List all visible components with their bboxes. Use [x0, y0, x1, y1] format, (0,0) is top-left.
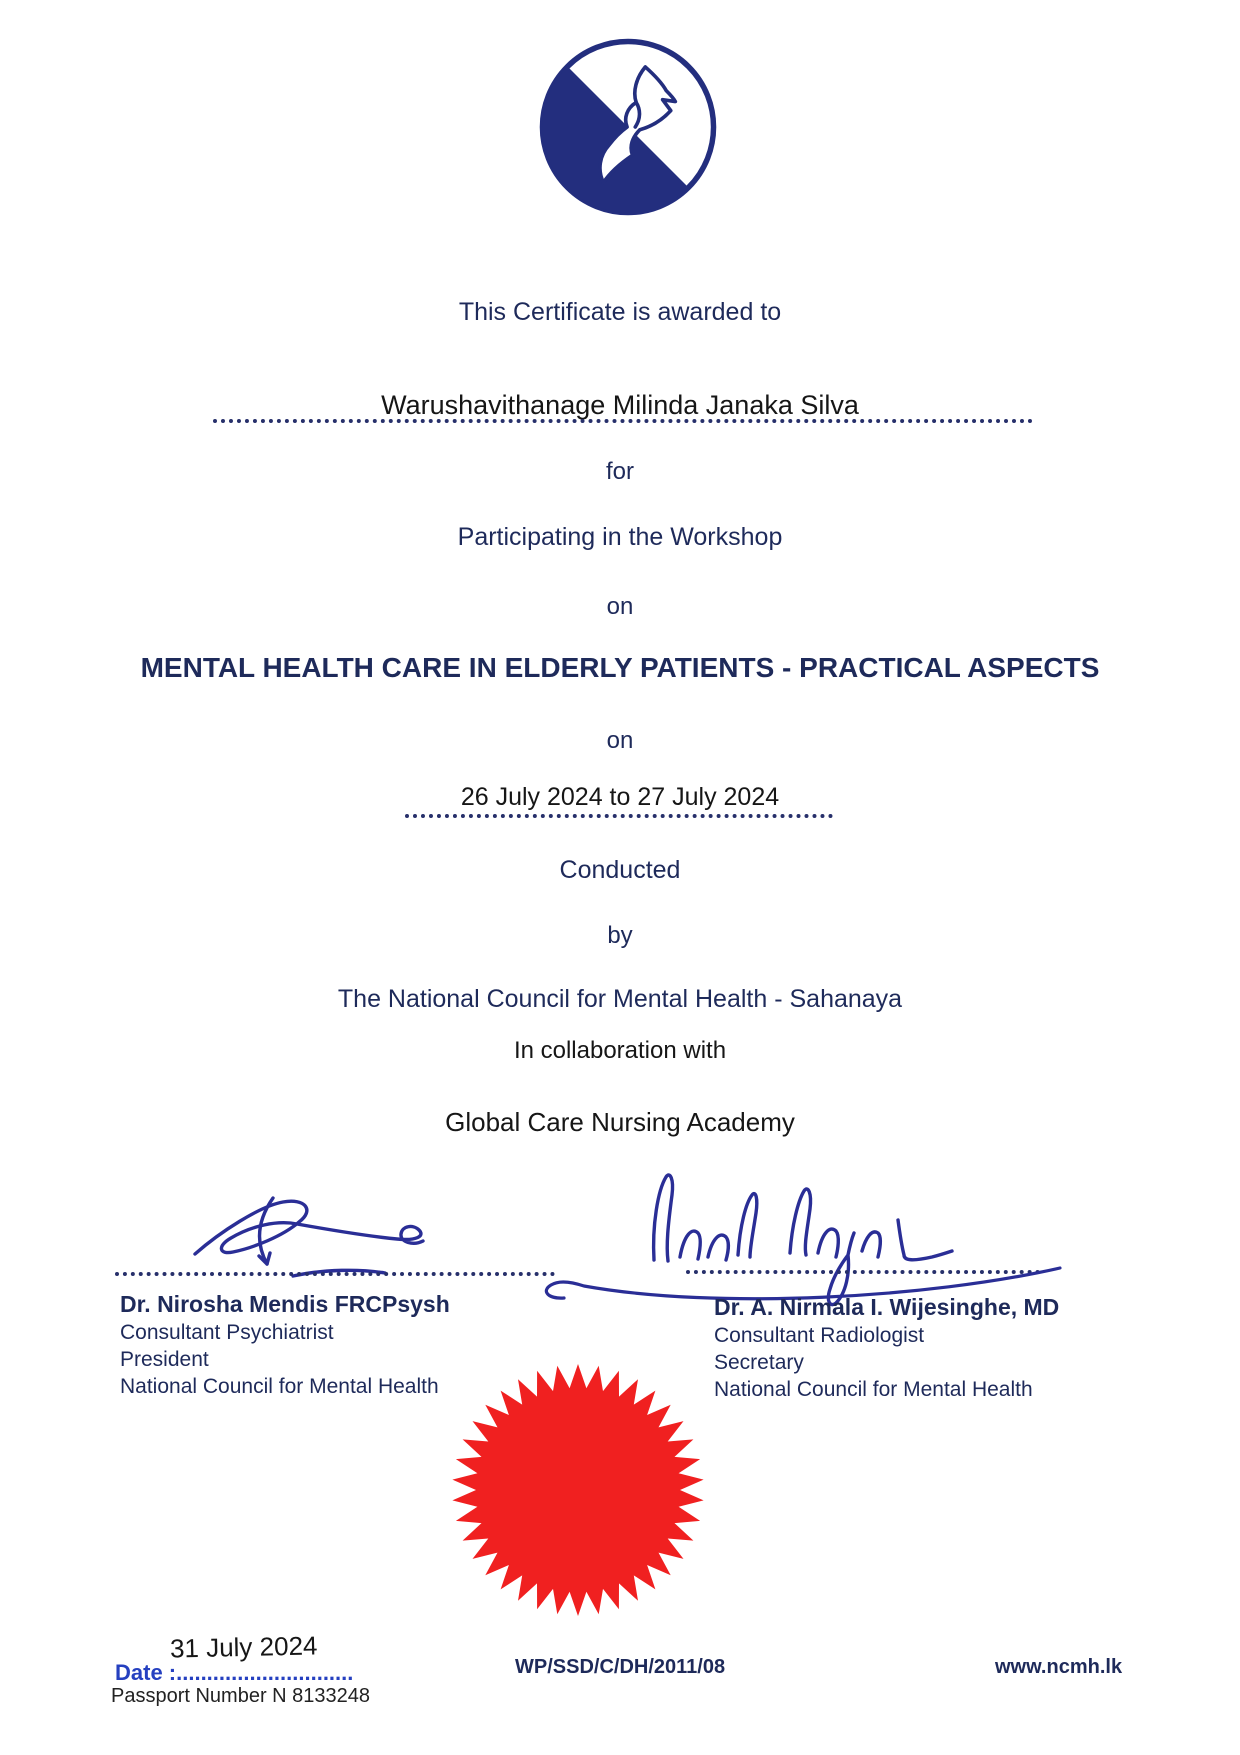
- red-seal: [450, 1362, 706, 1618]
- on-label-2: on: [606, 727, 634, 754]
- left-signatory-block: [120, 1290, 450, 1400]
- by-label: by: [607, 922, 633, 949]
- on-label-1: on: [606, 593, 634, 620]
- for-label: for: [605, 458, 634, 485]
- dates-dotted-line: [405, 814, 833, 818]
- issue-date-value: 31 July 2024: [169, 1630, 318, 1664]
- right-signatory-name: Dr. A. Nirmala I. Wijesinghe, MD: [714, 1294, 1060, 1320]
- collaboration-label: In collaboration with: [513, 1037, 727, 1064]
- right-signatory-title: Consultant Radiologist: [714, 1324, 925, 1347]
- collaborator-line: Global Care Nursing Academy: [445, 1107, 795, 1137]
- reference-number: WP/SSD/C/DH/2011/08: [515, 1656, 726, 1678]
- left-signature: [175, 1192, 445, 1284]
- right-signatory-role: Secretary: [714, 1351, 804, 1374]
- conducted-label: Conducted: [559, 856, 681, 884]
- date-label: Date :.............................: [115, 1660, 354, 1685]
- left-signature-dotted-line: [115, 1272, 555, 1276]
- left-signatory-title: Consultant Psychiatrist: [120, 1321, 334, 1344]
- workshop-title: MENTAL HEALTH CARE IN ELDERLY PATIENTS - PRACTICAL ASPECTS: [140, 652, 1100, 683]
- right-signatory-organization: National Council for Mental Health: [714, 1378, 1033, 1401]
- recipient-name-dotted-line: [213, 419, 1033, 423]
- workshop-dates: 26 July 2024 to 27 July 2024: [460, 783, 780, 811]
- left-signatory-organization: National Council for Mental Health: [120, 1375, 439, 1398]
- website-url: www.ncmh.lk: [995, 1656, 1123, 1678]
- passport-number: Passport Number N 8133248: [111, 1685, 371, 1707]
- recipient-name: Warushavithanage Milinda Janaka Silva: [381, 390, 859, 420]
- left-signatory-name: Dr. Nirosha Mendis FRCPsysh: [120, 1291, 450, 1317]
- left-signatory-role: President: [120, 1348, 209, 1371]
- organizer-line: The National Council for Mental Health - Sahanaya: [337, 985, 903, 1013]
- right-signatory-block: [714, 1293, 1059, 1403]
- bird-in-circle-logo: [537, 36, 719, 218]
- purpose-line: Participating in the Workshop: [457, 523, 783, 551]
- awarded-line: This Certificate is awarded to: [458, 298, 782, 326]
